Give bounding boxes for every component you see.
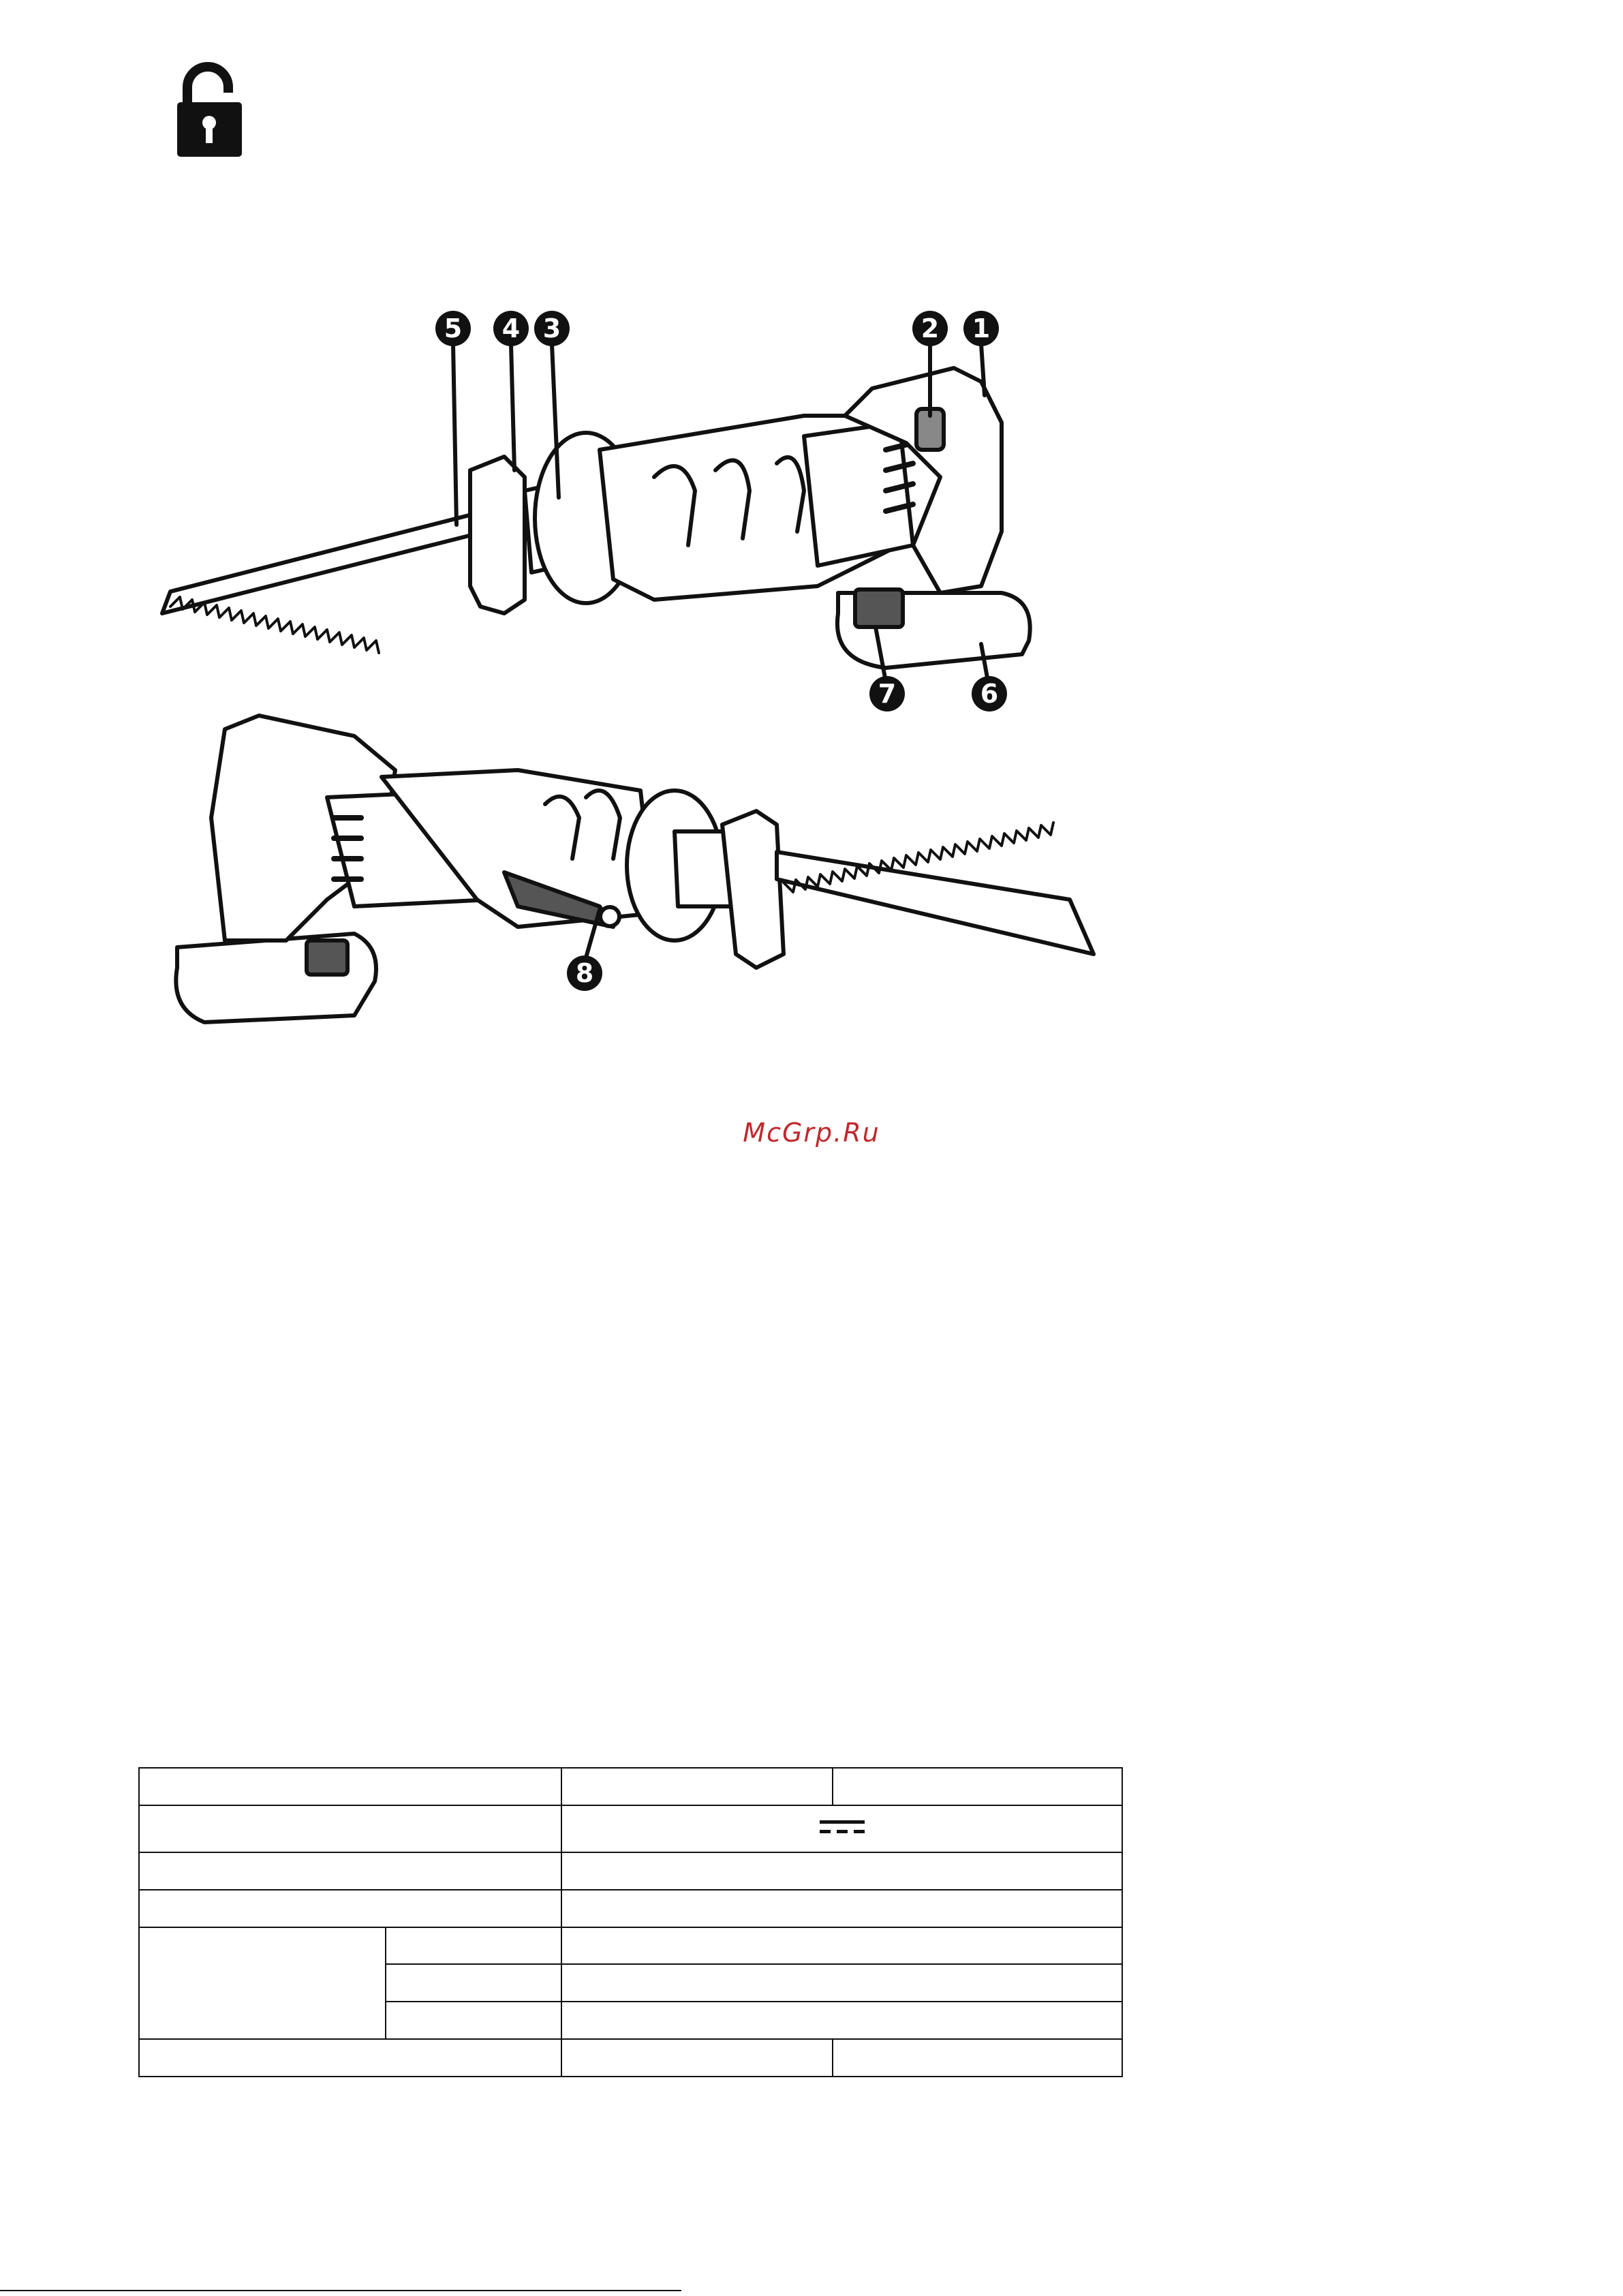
table-cell	[561, 1805, 1122, 1852]
table-cell	[139, 1890, 561, 1927]
callout-3	[534, 311, 570, 346]
table-row	[139, 1852, 1122, 1890]
callout-4	[493, 311, 529, 346]
reciprocating-saw-diagram	[0, 0, 1623, 1063]
table-cell	[561, 2002, 1122, 2039]
callout-7	[869, 676, 905, 711]
callout-1	[963, 311, 999, 346]
callout-7-label: 7	[878, 679, 897, 709]
table-cell	[139, 1927, 386, 2040]
callout-5-label: 5	[444, 313, 463, 343]
callout-4-label: 4	[501, 313, 521, 343]
callout-1-label: 1	[972, 313, 991, 343]
top-saw-motor-housing	[804, 423, 913, 566]
callout-3-label: 3	[542, 313, 561, 343]
callout-8	[567, 955, 602, 991]
table-cell	[561, 1927, 1122, 1965]
top-saw-battery-release	[855, 590, 903, 627]
callout-2	[912, 311, 948, 346]
table-cell	[139, 1805, 561, 1852]
table-cell	[561, 1890, 1122, 1927]
table-row	[139, 2039, 1122, 2077]
bottom-saw-shoe	[722, 811, 784, 968]
table-cell	[833, 2039, 1122, 2077]
table-row	[139, 1927, 1122, 1965]
table-cell	[139, 1768, 561, 1805]
table-cell	[561, 1852, 1122, 1890]
top-saw-shoe	[470, 457, 525, 613]
watermark-text: McGrp.Ru	[743, 1118, 880, 1148]
callout-5	[435, 311, 471, 346]
callout-2-label: 2	[921, 313, 940, 343]
specification-table	[138, 1767, 1123, 2077]
bottom-rule	[0, 2290, 681, 2291]
table-cell	[561, 2039, 833, 2077]
callout-6	[972, 676, 1007, 711]
table-cell	[561, 1964, 1122, 2002]
top-saw-blade	[162, 510, 496, 653]
dc-symbol-icon	[818, 1815, 866, 1842]
table-cell	[561, 1768, 833, 1805]
table-cell	[833, 1768, 1122, 1805]
table-row	[139, 1890, 1122, 1927]
callout-8-label: 8	[575, 958, 594, 988]
bottom-saw-blade	[777, 852, 1094, 954]
table-cell	[139, 1852, 561, 1890]
table-cell	[139, 2039, 561, 2077]
table-cell	[386, 1964, 561, 2002]
table-cell	[386, 1927, 561, 1965]
table-cell	[386, 2002, 561, 2039]
callout-6-label: 6	[980, 679, 999, 709]
table-row	[139, 1805, 1122, 1852]
table-row	[139, 1768, 1122, 1805]
